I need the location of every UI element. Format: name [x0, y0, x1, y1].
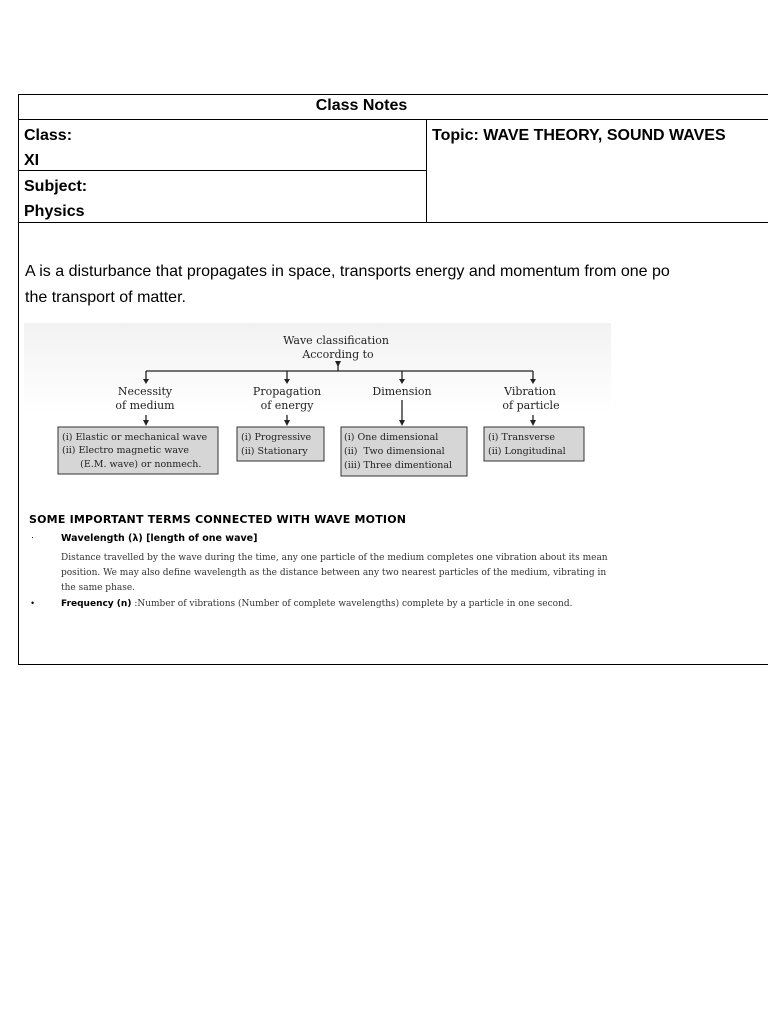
page-title: Class Notes: [315, 97, 408, 114]
category-2-item-1: (i) Progressive: [241, 432, 312, 443]
frequency-line: [61, 599, 572, 609]
terms-heading: SOME IMPORTANT TERMS CONNECTED WITH WAVE MOTION: [29, 513, 407, 526]
classification-diagram: [24, 323, 611, 503]
bullet-dot: ·: [31, 532, 34, 542]
category-2-item-2: (ii) Stationary: [241, 446, 308, 457]
category-1-item-2: (ii) Electro magnetic wave: [62, 445, 189, 456]
class-label: Class:: [24, 127, 73, 144]
connector-lines: [146, 361, 533, 423]
subject-value: Physics: [24, 203, 85, 220]
bullet-dot: •: [31, 598, 35, 608]
category-1-item-3: (E.M. wave) or nonmech.: [62, 459, 202, 470]
category-3-item-2: (ii) Two dimensional: [344, 446, 445, 457]
topic-text: Topic: WAVE THEORY, SOUND WAVES: [432, 127, 726, 144]
subject-label: Subject:: [24, 178, 88, 195]
title-row: [19, 95, 768, 120]
category-4-title-1: Vibration: [504, 385, 556, 398]
frequency-heading: Frequency (n): [61, 599, 132, 609]
category-3-item-1: (i) One dimensional: [344, 432, 439, 443]
category-1-item-1: (i) Elastic or mechanical wave: [62, 432, 208, 443]
wavelength-definition: Distance travelled by the wave during the time, any one particle of the medium completes one vibration about its mean position. We may also define wavelength as the distance between any two nearest particles of the medium, vibrating in the same phase.: [61, 553, 608, 593]
topic-cell: [427, 120, 768, 223]
category-4-item-1: (i) Transverse: [488, 432, 556, 443]
category-1-title-2: of medium: [115, 399, 175, 412]
class-value: XI: [24, 152, 40, 169]
root-line-2: According to: [302, 348, 374, 361]
category-1-title-1: Necessity: [117, 385, 173, 398]
root-line-1: Wave classification: [283, 334, 389, 347]
category-4-title-2: of particle: [502, 399, 560, 412]
class-cell: [19, 120, 427, 171]
intro-line-1: A is a disturbance that propagates in space, transports energy and momentum from one po: [25, 263, 670, 280]
wavelength-heading: Wavelength (λ) [length of one wave]: [61, 533, 258, 544]
subject-cell: [19, 171, 427, 223]
category-3-title-1: Dimension: [372, 385, 432, 398]
wave-classification-figure: [24, 323, 611, 624]
intro-paragraph: [25, 259, 768, 311]
category-3-item-3: (iii) Three dimentional: [344, 460, 453, 471]
intro-line-2: the transport of matter.: [25, 289, 186, 306]
category-2-title-1: Propagation: [252, 385, 322, 398]
category-2-title-2: of energy: [260, 399, 314, 412]
frequency-definition: :Number of vibrations (Number of complete wavelengths) complete by a particle in one second.: [131, 599, 573, 609]
category-4-item-2: (ii) Longitudinal: [488, 446, 566, 457]
